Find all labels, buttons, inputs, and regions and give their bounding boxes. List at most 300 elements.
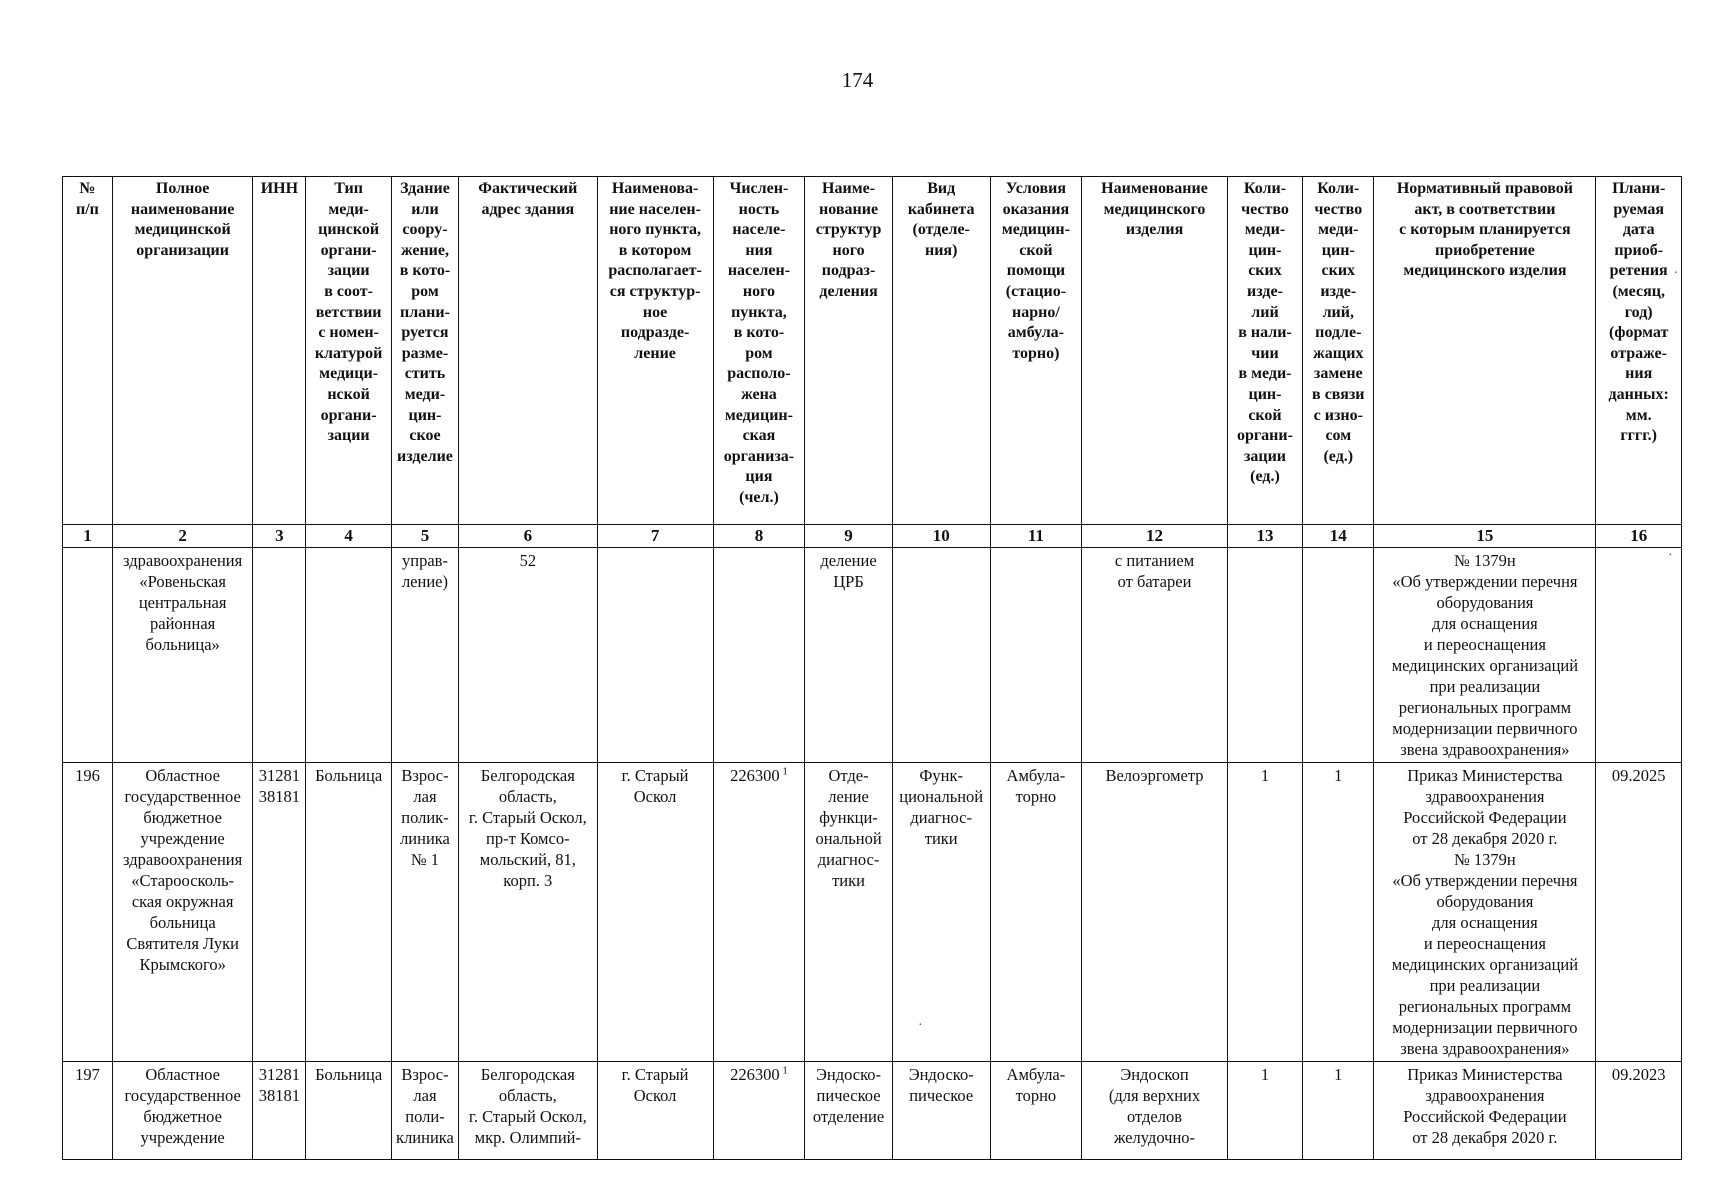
cell-text-line: 31281 bbox=[258, 1065, 300, 1084]
cell-text-line: (отделе- bbox=[912, 221, 970, 239]
cell-text-line: Велоэргометр bbox=[1105, 766, 1204, 785]
cell-text-line: ветствии bbox=[315, 303, 382, 321]
cell-text-line: Российской Федерации bbox=[1403, 1107, 1567, 1126]
cell-text-line: Белгородская bbox=[480, 1065, 575, 1084]
column-number: 13 bbox=[1227, 525, 1302, 548]
column-header-2 bbox=[112, 177, 253, 525]
scan-mark: . bbox=[1674, 262, 1678, 277]
cell-text-line: ских bbox=[1321, 262, 1356, 280]
cell-text-line: цин- bbox=[1321, 241, 1355, 259]
cell-text-line: ния bbox=[745, 241, 773, 259]
cell-text-line: цинской bbox=[318, 221, 380, 239]
cell-text-line: № 1379н bbox=[1454, 551, 1516, 570]
cell-text-line: Эндоскоп bbox=[1120, 1065, 1189, 1084]
cell-text-line: руемая bbox=[1613, 200, 1665, 218]
cell-text-line: органи- bbox=[320, 241, 377, 259]
table-cell bbox=[990, 548, 1082, 763]
cell-text-line: «Ровеньская bbox=[139, 572, 226, 591]
column-number: 8 bbox=[713, 525, 805, 548]
table-cell bbox=[1374, 1062, 1596, 1160]
cell-text-line: Областное bbox=[145, 766, 220, 785]
table-cell bbox=[1596, 548, 1682, 763]
cell-text-line: учреждение bbox=[140, 829, 225, 848]
cell-text-line: Полное bbox=[155, 180, 210, 197]
cell-text-line: бюджетное bbox=[143, 1107, 222, 1126]
cell-text-line: при реализации bbox=[1429, 976, 1541, 995]
column-number: 11 bbox=[990, 525, 1082, 548]
cell-text-line: звена здравоохранения» bbox=[1400, 740, 1570, 759]
cell-text-line: помощи bbox=[1006, 262, 1066, 280]
cell-text-line: сом bbox=[1325, 427, 1352, 445]
cell-text-line: приоб- bbox=[1614, 241, 1664, 259]
cell-text-line: оборудования bbox=[1436, 593, 1534, 612]
column-header-14 bbox=[1303, 177, 1374, 525]
column-number: 3 bbox=[253, 525, 306, 548]
column-number: 1 bbox=[63, 525, 113, 548]
table-cell bbox=[253, 1062, 306, 1160]
column-number: 14 bbox=[1303, 525, 1374, 548]
cell-text-line: дата bbox=[1622, 221, 1655, 239]
cell-text-line: ного bbox=[742, 282, 775, 300]
scan-mark: · bbox=[918, 1018, 923, 1033]
cell-text-line: изде- bbox=[1247, 282, 1283, 300]
column-number: 16 bbox=[1596, 525, 1682, 548]
table-cell bbox=[1227, 548, 1302, 763]
column-header-9 bbox=[805, 177, 893, 525]
cell-text-line: медицин- bbox=[724, 406, 793, 424]
cell-text-line: корп. 3 bbox=[503, 871, 553, 890]
cell-text-line: меди- bbox=[328, 200, 369, 218]
column-number: 2 bbox=[112, 525, 253, 548]
table-cell bbox=[391, 1062, 458, 1160]
cell-text-line: с питанием bbox=[1114, 551, 1195, 570]
header-row bbox=[63, 177, 1682, 525]
cell-text-line: ская окружная bbox=[131, 892, 234, 911]
cell-text-line: и переоснащения bbox=[1423, 934, 1546, 953]
cell-text-line: медици- bbox=[319, 365, 379, 383]
cell-text-line: в связи bbox=[1312, 385, 1365, 403]
cell-text-line: мм. bbox=[1625, 406, 1652, 424]
cell-text-line: «Об утверждении перечня bbox=[1392, 871, 1578, 890]
cell-text-line: жена bbox=[741, 385, 777, 403]
column-number-row bbox=[63, 525, 1682, 548]
cell-text-line: наименование bbox=[130, 200, 235, 218]
cell-text-line: (месяц, bbox=[1612, 282, 1665, 300]
column-header-7 bbox=[597, 177, 713, 525]
table-cell bbox=[112, 548, 253, 763]
cell-text-line: «Об утверждении перечня bbox=[1392, 572, 1578, 591]
cell-text-line: г. Старый bbox=[621, 766, 689, 785]
cell-text-line: цин- bbox=[1248, 385, 1282, 403]
cell-text-line: Наиме- bbox=[822, 180, 876, 197]
cell-text-line: региональных программ bbox=[1398, 698, 1572, 717]
table-cell bbox=[990, 763, 1082, 1062]
cell-text-line: Фактический bbox=[478, 180, 578, 197]
cell-text-line: Отде- bbox=[828, 766, 869, 785]
cell-text-line: 52 bbox=[519, 551, 537, 570]
cell-text-line: ция bbox=[745, 468, 773, 486]
cell-text-line: торно bbox=[1015, 1086, 1057, 1105]
cell-text-line: мольский, 81, bbox=[479, 850, 576, 869]
cell-text-line: зации bbox=[1243, 447, 1287, 465]
table-cell bbox=[1227, 763, 1302, 1062]
column-number: 5 bbox=[391, 525, 458, 548]
cell-text-line: Белгородская bbox=[480, 766, 575, 785]
cell-text-line: изделие bbox=[397, 447, 453, 465]
cell-text-line: адрес здания bbox=[481, 200, 575, 218]
cell-text-line: управ- bbox=[402, 551, 448, 570]
cell-text-line: здравоохранения bbox=[123, 551, 243, 570]
cell-text-line: ление) bbox=[401, 572, 448, 591]
table-cell bbox=[459, 548, 597, 763]
cell-text-line: Святителя Луки bbox=[126, 934, 239, 953]
cell-text-line: 1 bbox=[1260, 766, 1270, 785]
cell-text-line: г. Старый bbox=[621, 1065, 689, 1084]
cell-text-line: в меди- bbox=[1238, 365, 1292, 383]
cell-text-line: поли- bbox=[405, 1107, 445, 1126]
cell-text-line: 1 bbox=[1334, 766, 1343, 785]
cell-text-line: Оскол bbox=[633, 787, 677, 806]
column-number: 15 bbox=[1374, 525, 1596, 548]
table-row bbox=[63, 548, 1682, 763]
footnote-mark: 1 bbox=[779, 765, 788, 778]
table-row bbox=[63, 1062, 1682, 1160]
column-number: 12 bbox=[1082, 525, 1228, 548]
cell-text-line: населе- bbox=[732, 221, 786, 239]
cell-text-line: лий bbox=[1251, 303, 1279, 321]
table-cell bbox=[805, 1062, 893, 1160]
cell-text-line: модернизации первичного bbox=[1392, 1018, 1578, 1037]
table-cell bbox=[597, 763, 713, 1062]
column-number: 10 bbox=[892, 525, 990, 548]
cell-text-line: оказания bbox=[1002, 200, 1070, 218]
cell-text-line: 09.2025 bbox=[1611, 766, 1666, 785]
column-header-11 bbox=[990, 177, 1082, 525]
table-cell bbox=[990, 1062, 1082, 1160]
cell-text-line: г. Старый Оскол, bbox=[468, 1107, 587, 1126]
cell-text-line: ской bbox=[1248, 406, 1282, 424]
cell-text-line: органи- bbox=[320, 406, 377, 424]
equipment-table bbox=[62, 176, 1682, 1160]
population-value: 226300 bbox=[730, 1065, 780, 1084]
column-number: 7 bbox=[597, 525, 713, 548]
table-cell bbox=[459, 763, 597, 1062]
cell-text-line: ния) bbox=[924, 241, 958, 259]
cell-text-line: нской bbox=[327, 385, 370, 403]
cell-text-line: Наименование bbox=[1101, 180, 1208, 197]
cell-text-line: меди- bbox=[1244, 221, 1286, 239]
cell-text-line: в кото- bbox=[733, 324, 785, 342]
table-cell bbox=[805, 763, 893, 1062]
cell-text-line: или bbox=[411, 200, 439, 218]
cell-text-line: ление bbox=[634, 344, 676, 362]
cell-text-line: линика bbox=[400, 829, 450, 848]
cell-text-line: отраже- bbox=[1610, 344, 1667, 362]
cell-text-line: гггг.) bbox=[1620, 427, 1657, 445]
table-cell bbox=[253, 763, 306, 1062]
cell-text-line: ская bbox=[742, 427, 776, 445]
table-cell bbox=[63, 763, 113, 1062]
cell-text-line: в кото- bbox=[399, 262, 451, 280]
cell-text-line: соору- bbox=[402, 221, 448, 239]
cell-text-line: ром bbox=[745, 344, 773, 362]
cell-text-line: ся структур- bbox=[609, 282, 701, 300]
table-cell bbox=[391, 763, 458, 1062]
table-cell bbox=[1596, 1062, 1682, 1160]
table-cell bbox=[63, 1062, 113, 1160]
cell-text-line: 1 bbox=[1260, 1065, 1270, 1084]
cell-text-line: желудочно- bbox=[1113, 1128, 1196, 1147]
cell-text-line: здравоохранения bbox=[123, 850, 243, 869]
cell-text-line: организа- bbox=[723, 447, 795, 465]
column-header-5 bbox=[391, 177, 458, 525]
cell-text-line: нование bbox=[819, 200, 879, 218]
cell-text-line: тики bbox=[924, 829, 958, 848]
cell-text-line: лая bbox=[413, 1086, 437, 1105]
table-cell bbox=[112, 763, 253, 1062]
cell-text-line: Функ- bbox=[919, 766, 964, 785]
cell-text-line: центральная bbox=[138, 593, 227, 612]
cell-text-line: Российской Федерации bbox=[1403, 808, 1567, 827]
column-header-10 bbox=[892, 177, 990, 525]
cell-text-line: медицинского bbox=[1103, 200, 1206, 218]
cell-text-line: разме- bbox=[401, 344, 449, 362]
column-header-3 bbox=[253, 177, 306, 525]
cell-text-line: структур bbox=[815, 221, 882, 239]
cell-text-line: Амбула- bbox=[1006, 766, 1066, 785]
cell-text-line: ние населен- bbox=[609, 200, 701, 218]
cell-text-line: отделение bbox=[812, 1107, 885, 1126]
cell-text-line: ИНН bbox=[260, 180, 299, 197]
cell-text-line: при реализации bbox=[1429, 677, 1541, 696]
table-cell bbox=[597, 1062, 713, 1160]
cell-text-line: для оснащения bbox=[1432, 913, 1538, 932]
cell-text-line: жение, bbox=[400, 241, 449, 259]
cell-text-line: ность bbox=[738, 200, 780, 218]
cell-text-line: с которым планируется bbox=[1399, 221, 1571, 239]
table-cell bbox=[1374, 763, 1596, 1062]
cell-text-line: в соот- bbox=[324, 282, 373, 300]
cell-text-line: стить bbox=[404, 365, 446, 383]
cell-text-line: торно bbox=[1015, 787, 1057, 806]
cell-text-line: Взрос- bbox=[401, 1065, 449, 1084]
cell-text-line: Наименова- bbox=[611, 180, 699, 197]
cell-text-line: кабинета bbox=[907, 200, 975, 218]
cell-text-line: учреждение bbox=[140, 1128, 225, 1147]
table-cell bbox=[1303, 1062, 1374, 1160]
cell-text-line: Вид bbox=[927, 180, 956, 197]
cell-text-line: замене bbox=[1313, 365, 1363, 383]
cell-text-line: ление bbox=[828, 787, 869, 806]
table-cell bbox=[63, 548, 113, 763]
table-cell bbox=[713, 548, 805, 763]
cell-text-line: 1 bbox=[1334, 1065, 1343, 1084]
cell-text-line: Больница bbox=[315, 1065, 383, 1084]
table-cell bbox=[112, 1062, 253, 1160]
cell-text-line: Коли- bbox=[1243, 180, 1287, 197]
cell-text-line: (формат bbox=[1609, 324, 1669, 342]
table-cell bbox=[713, 1062, 805, 1160]
cell-text-line: (для верхних bbox=[1108, 1086, 1201, 1105]
cell-text-line: функци- bbox=[819, 808, 878, 827]
cell-text-line: бюджетное bbox=[143, 808, 222, 827]
cell-text-line: ЦРБ bbox=[833, 572, 864, 591]
cell-text-line: чество bbox=[1314, 200, 1363, 218]
cell-text-line: Тип bbox=[334, 180, 363, 197]
cell-text-line: (стацио- bbox=[1005, 282, 1067, 300]
column-header-15 bbox=[1374, 177, 1596, 525]
cell-text-line: государственное bbox=[124, 787, 241, 806]
cell-text-line: меди- bbox=[404, 385, 446, 403]
cell-text-line: здравоохранения bbox=[1425, 787, 1545, 806]
cell-text-line: (ед.) bbox=[1250, 468, 1280, 486]
cell-text-line: подраз- bbox=[821, 262, 876, 280]
column-number: 9 bbox=[805, 525, 893, 548]
cell-text-line: изделия bbox=[1125, 221, 1184, 239]
cell-text-line: пункта, bbox=[731, 303, 787, 321]
cell-text-line: медицинских организаций bbox=[1391, 656, 1579, 675]
cell-text-line: ное bbox=[642, 303, 668, 321]
cell-text-line: ретения bbox=[1609, 262, 1668, 280]
cell-text-line: подле- bbox=[1315, 324, 1362, 342]
cell-text-line: область, bbox=[498, 1086, 557, 1105]
cell-text-line: Числен- bbox=[729, 180, 789, 197]
table-cell bbox=[306, 763, 392, 1062]
column-number: 6 bbox=[459, 525, 597, 548]
cell-text-line: Областное bbox=[145, 1065, 220, 1084]
cell-text-line: Нормативный правовой bbox=[1396, 180, 1573, 197]
cell-text-line: в котором bbox=[618, 241, 692, 259]
cell-text-line: Условия bbox=[1005, 180, 1066, 197]
cell-text-line: Оскол bbox=[633, 1086, 677, 1105]
table-cell bbox=[1227, 1062, 1302, 1160]
cell-text-line: 31281 bbox=[258, 766, 300, 785]
cell-text-line: лий, bbox=[1322, 303, 1354, 321]
cell-text-line: Коли- bbox=[1317, 180, 1360, 197]
cell-text-line: год) bbox=[1624, 303, 1653, 321]
table-cell bbox=[1303, 763, 1374, 1062]
cell-text-line: Приказ Министерства bbox=[1407, 1065, 1563, 1084]
cell-text-line: от 28 декабря 2020 г. bbox=[1412, 1128, 1558, 1147]
cell-text-line: районная bbox=[150, 614, 216, 633]
table-cell bbox=[805, 548, 893, 763]
table-cell bbox=[892, 763, 990, 1062]
cell-text-line: зации bbox=[327, 262, 370, 280]
cell-text-line: Эндоско- bbox=[816, 1065, 882, 1084]
cell-text-line: ональной bbox=[815, 829, 882, 848]
column-number: 4 bbox=[306, 525, 392, 548]
cell-text-line: модернизации первичного bbox=[1392, 719, 1578, 738]
cell-text-line: амбула- bbox=[1007, 324, 1064, 342]
cell-text-line: ское bbox=[409, 427, 441, 445]
cell-text-line: пр-т Комсо- bbox=[486, 829, 570, 848]
column-header-6 bbox=[459, 177, 597, 525]
table-cell bbox=[892, 1062, 990, 1160]
cell-text-line: зации bbox=[327, 427, 370, 445]
scan-mark: · bbox=[1668, 548, 1673, 563]
cell-text-line: Крымского» bbox=[139, 955, 226, 974]
cell-text-line: клиника bbox=[396, 1128, 454, 1147]
cell-text-line: ния bbox=[1625, 365, 1653, 383]
cell-text-line: медицинского изделия bbox=[1403, 262, 1567, 280]
table-cell bbox=[1082, 1062, 1228, 1160]
cell-text-line: пическое bbox=[816, 1086, 881, 1105]
footnote-mark: 1 bbox=[779, 1064, 788, 1077]
table-cell bbox=[892, 548, 990, 763]
column-header-1 bbox=[63, 177, 113, 525]
cell-text-line: 197 bbox=[75, 1065, 100, 1084]
cell-text-line: приобретение bbox=[1434, 241, 1535, 259]
cell-text-line: меди- bbox=[1318, 221, 1359, 239]
table-cell bbox=[597, 548, 713, 763]
cell-text-line: пическое bbox=[909, 1086, 974, 1105]
cell-text-line: для оснащения bbox=[1432, 614, 1538, 633]
cell-text-line: область, bbox=[498, 787, 557, 806]
column-header-4 bbox=[306, 177, 392, 525]
cell-text-line: цин- bbox=[1248, 241, 1282, 259]
cell-text-line: п/п bbox=[76, 200, 99, 218]
cell-text-line: региональных программ bbox=[1398, 997, 1572, 1016]
cell-text-line: 38181 bbox=[258, 1086, 300, 1105]
cell-text-line: Амбула- bbox=[1006, 1065, 1066, 1084]
cell-text-line: ром bbox=[411, 282, 439, 300]
cell-text-line: от 28 декабря 2020 г. bbox=[1412, 829, 1558, 848]
cell-text-line: лая bbox=[413, 787, 437, 806]
cell-text-line: располагает- bbox=[608, 262, 702, 280]
table-cell bbox=[459, 1062, 597, 1160]
cell-text-line: органи- bbox=[1237, 427, 1293, 445]
cell-text-line: жащих bbox=[1313, 344, 1364, 362]
cell-text-line: в нали- bbox=[1238, 324, 1292, 342]
column-header-13 bbox=[1227, 177, 1302, 525]
cell-text-line: с изно- bbox=[1313, 406, 1363, 424]
cell-text-line: звена здравоохранения» bbox=[1400, 1039, 1570, 1058]
cell-text-line: (ед.) bbox=[1323, 447, 1354, 465]
population-value: 226300 bbox=[730, 766, 780, 785]
cell-text-line: 09.2023 bbox=[1611, 1065, 1666, 1084]
cell-text-line: ских bbox=[1248, 262, 1282, 280]
cell-text-line: клатурой bbox=[314, 344, 383, 362]
cell-text-line: торно) bbox=[1012, 344, 1060, 362]
cell-text-line: мкр. Олимпий- bbox=[474, 1128, 581, 1147]
cell-text-line: изде- bbox=[1320, 282, 1357, 300]
cell-text-line: населен- bbox=[727, 262, 791, 280]
page-number: 174 bbox=[841, 68, 874, 92]
cell-text-line: диагнос- bbox=[910, 808, 973, 827]
table-cell bbox=[306, 1062, 392, 1160]
cell-text-line: диагнос- bbox=[817, 850, 880, 869]
cell-text-line: акт, в соответствии bbox=[1414, 200, 1556, 218]
cell-text-line: деление bbox=[820, 551, 877, 570]
cell-text-line: тики bbox=[832, 871, 865, 890]
cell-text-line: нарно/ bbox=[1012, 303, 1060, 321]
column-header-16 bbox=[1596, 177, 1682, 525]
cell-text-line: и переоснащения bbox=[1423, 635, 1546, 654]
cell-text-line: № 1379н bbox=[1454, 850, 1516, 869]
cell-text-line: чии bbox=[1251, 344, 1279, 362]
cell-text-line: с номен- bbox=[318, 324, 379, 342]
cell-text-line: ного bbox=[832, 241, 865, 259]
cell-text-line: руется bbox=[401, 324, 449, 342]
table-cell bbox=[253, 548, 306, 763]
column-header-12 bbox=[1082, 177, 1228, 525]
cell-text-line: подразде- bbox=[620, 324, 690, 342]
cell-text-line: 196 bbox=[75, 766, 100, 785]
table-cell bbox=[1374, 548, 1596, 763]
table-cell bbox=[306, 548, 392, 763]
cell-text-line: оборудования bbox=[1436, 892, 1534, 911]
cell-text-line: г. Старый Оскол, bbox=[468, 808, 587, 827]
